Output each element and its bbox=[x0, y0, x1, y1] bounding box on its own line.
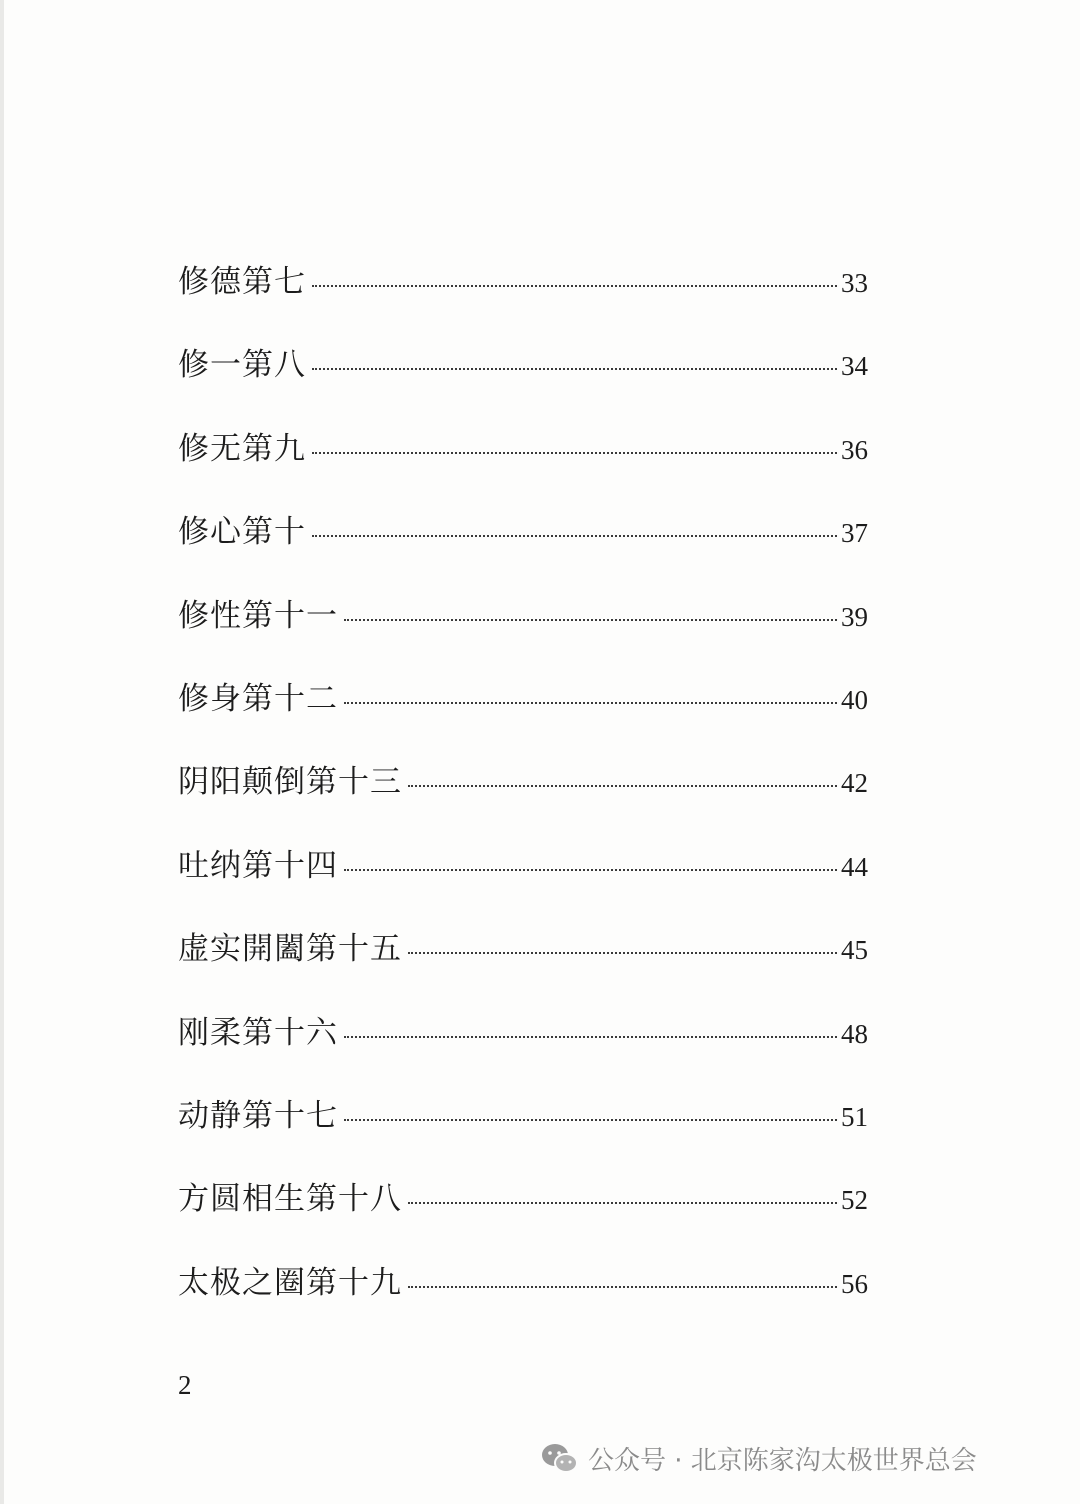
toc-dot-leader bbox=[344, 702, 837, 704]
toc-entry-title: 修心第十 bbox=[178, 514, 306, 551]
toc-dot-leader bbox=[344, 869, 837, 871]
toc-entry bbox=[178, 675, 868, 758]
toc-entry bbox=[178, 925, 868, 1008]
toc-entry-title: 太极之圈第十九 bbox=[178, 1264, 402, 1301]
watermark-text: 公众号 · 北京陈家沟太极世界总会 bbox=[588, 1446, 977, 1476]
toc-entry-page: 36 bbox=[841, 434, 868, 465]
toc-entry bbox=[178, 425, 868, 508]
toc-entry-title: 修性第十一 bbox=[178, 597, 338, 634]
toc-entry-page: 56 bbox=[841, 1268, 868, 1299]
toc-entry-title: 刚柔第十六 bbox=[178, 1014, 338, 1051]
wechat-watermark bbox=[540, 1440, 977, 1477]
page-number: 2 bbox=[178, 1370, 192, 1400]
toc-dot-leader bbox=[312, 285, 837, 287]
toc-entry-page: 39 bbox=[841, 601, 868, 632]
toc-entry bbox=[178, 258, 868, 341]
toc-entry-title: 动静第十七 bbox=[178, 1097, 338, 1134]
toc-entry-title: 吐纳第十四 bbox=[178, 847, 338, 884]
toc-entry bbox=[178, 758, 868, 841]
toc-entry bbox=[178, 1009, 868, 1092]
toc-dot-leader bbox=[408, 1286, 837, 1288]
toc-entry-page: 42 bbox=[841, 768, 868, 799]
toc-entry-title: 修无第九 bbox=[178, 430, 306, 467]
toc-entry-title: 方圆相生第十八 bbox=[178, 1181, 402, 1218]
toc-entry bbox=[178, 842, 868, 925]
toc-entry-page: 33 bbox=[841, 268, 868, 298]
toc-entry bbox=[178, 1175, 868, 1258]
toc-entry-page: 34 bbox=[841, 351, 868, 382]
toc-entry bbox=[178, 592, 868, 675]
toc-entry bbox=[178, 1259, 868, 1342]
toc-dot-leader bbox=[312, 368, 837, 370]
wechat-icon bbox=[540, 1442, 580, 1476]
toc-entry-page: 37 bbox=[841, 518, 868, 549]
toc-entry bbox=[178, 1092, 868, 1175]
toc-dot-leader bbox=[312, 535, 837, 537]
toc-entry-title: 修德第七 bbox=[178, 264, 306, 300]
toc-entry-title: 虚实開闔第十五 bbox=[178, 931, 402, 968]
toc-entry-page: 52 bbox=[841, 1185, 868, 1216]
toc-entry-title: 修身第十二 bbox=[178, 680, 338, 717]
page-edge-shadow bbox=[0, 0, 4, 1504]
toc-dot-leader bbox=[344, 1036, 837, 1038]
toc-entry-page: 45 bbox=[841, 935, 868, 966]
toc-dot-leader bbox=[408, 1202, 837, 1204]
toc-dot-leader bbox=[312, 452, 837, 454]
toc-entry-title: 修一第八 bbox=[178, 347, 306, 384]
toc-entry bbox=[178, 508, 868, 591]
toc-entry-page: 51 bbox=[841, 1101, 868, 1132]
toc-dot-leader bbox=[408, 785, 837, 787]
toc-entry-title: 阴阳颠倒第十三 bbox=[178, 764, 402, 801]
toc-entry bbox=[178, 341, 868, 424]
toc-entry-page: 44 bbox=[841, 851, 868, 882]
toc-entry-page: 40 bbox=[841, 684, 868, 715]
table-of-contents bbox=[178, 258, 868, 1342]
toc-entry-page: 48 bbox=[841, 1018, 868, 1049]
toc-dot-leader bbox=[344, 619, 837, 621]
toc-dot-leader bbox=[408, 952, 837, 954]
toc-dot-leader bbox=[344, 1119, 837, 1121]
